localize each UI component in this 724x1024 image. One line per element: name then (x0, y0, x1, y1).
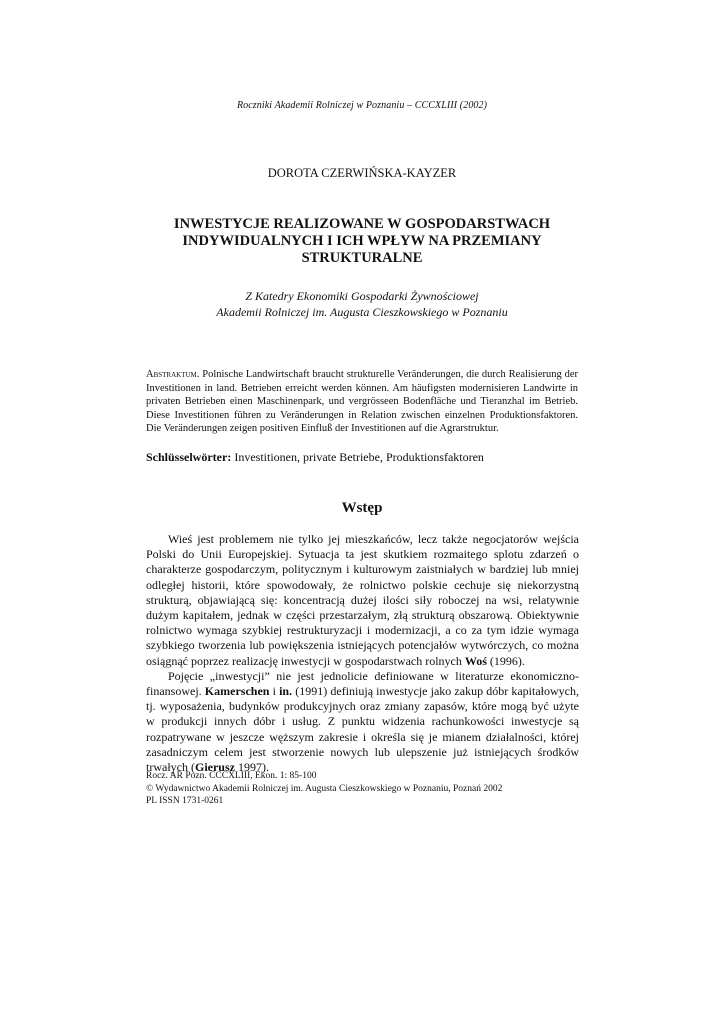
footer-citation: Rocz. AR Pozn. CCCXLIII, Ekon. 1: 85-100 (146, 771, 317, 781)
citation-gierusz: Gierusz (194, 760, 235, 775)
keywords-label: Schlüsselwörter: (146, 450, 232, 464)
author-name: DOROTA CZERWIŃSKA-KAYZER (267, 166, 457, 180)
citation-kamerschen-etal: in. (279, 684, 293, 699)
abstract (146, 368, 578, 436)
paragraph-2 (146, 669, 579, 775)
footer (146, 770, 586, 808)
section-heading: Wstęp (341, 500, 383, 516)
paragraph-2-part-1: Pojęcie „inwestycji” nie jest jednolicie definiowane w literaturze ekonomiczno-finansowej. (146, 668, 579, 699)
keywords (146, 450, 578, 465)
body-text (146, 532, 579, 775)
paragraph-1 (146, 532, 579, 669)
citation-wos-year: (1996). (489, 653, 525, 668)
affiliation-line-2: Akademii Rolniczej im. Augusta Cieszkowskiego w Poznaniu (216, 305, 508, 319)
paragraph-1-text: Wieś jest problemem nie tylko jej mieszkańców, lecz także negocjatorów wejścia Polski do Unii Europejskiej. Sytuacja ta jest skutkiem rozmaitego splotu zdarzeń o charakterze gospodarczym, politycznym i kulturowym zaistniałych w bardziej lub mniej odległej historii, które spowodowały, że rolnictwo polskie cechuje się niekorzystną strukturą, objawiającą się: koncentracją dużej ilości siły roboczej na wsi, relatywnie dużym kapitałem, jednak w części przestarzałym, złą strukturą obszarową. Obiektywnie rolnictwo wymaga szybkiej restrukturyzacji i modernizacji, a co za tym idzie wymaga szybkiego tworzenia lub powiększenia istniejących potencjałów wytwórczych, co można osiągnąć poprzez realizację inwestycji w gospodarstwach rolnych (146, 532, 579, 668)
citation-kamerschen-and: i (272, 684, 276, 699)
abstract-text: Polnische Landwirtschaft braucht strukturelle Veränderungen, die durch Realisierung der Investitionen in land. Betrieben erreicht werden können. Am häufigsten modernisieren Landwirte in privaten Betrieben einen Maschinenpark, und vergrösseen Bodenfläche und Tieranzhal im Betrieb. Diese Investitionen führen zu Veränderungen in Relation zwischen einzelnen Produktionsfaktoren. Die Veränderungen zeigen positiven Einfluß der Investitionen auf die Agrarstruktur. (146, 369, 578, 435)
footer-issn: PL ISSN 1731-0261 (146, 796, 224, 806)
paragraph-2-part-3: 1997). (237, 760, 269, 775)
citation-kamerschen: Kamerschen (204, 684, 270, 699)
abstract-label: Abstraktum. (146, 369, 200, 380)
article-title: INWESTYCJE REALIZOWANE W GOSPODARSTWACH INDYWIDUALNYCH I ICH WPŁYW NA PRZEMIANY STRUKTURALNE (173, 216, 551, 266)
journal-header: Roczniki Akademii Rolniczej w Poznaniu – CCCXLIII (2002) (236, 100, 488, 111)
paragraph-2-part-2: (1991) definiują inwestycje jako zakup dóbr kapitałowych, tj. wyposażenia, budynków produkcyjnych oraz zmiany zapasów, które mogą być użyte w produkcji innych dóbr i usług. Z punktu widzenia rachunkowości inwestycje są rozpatrywane w jeszcze węższym zakresie i określa się je mianem działalności, której zasadniczym celem jest stworzenie nowych lub ulepszenie już istniejących środków trwałych ( (146, 684, 579, 775)
keywords-text: Investitionen, private Betriebe, Produktionsfaktoren (234, 450, 484, 464)
affiliation-line-1: Z Katedry Ekonomiki Gospodarki Żywnościowej (245, 289, 479, 303)
footer-copyright: © Wydawnictwo Akademii Rolniczej im. Augusta Cieszkowskiego w Poznaniu, Poznań 2002 (146, 783, 503, 794)
affiliation (0, 288, 724, 320)
citation-wos: Woś (464, 653, 487, 668)
